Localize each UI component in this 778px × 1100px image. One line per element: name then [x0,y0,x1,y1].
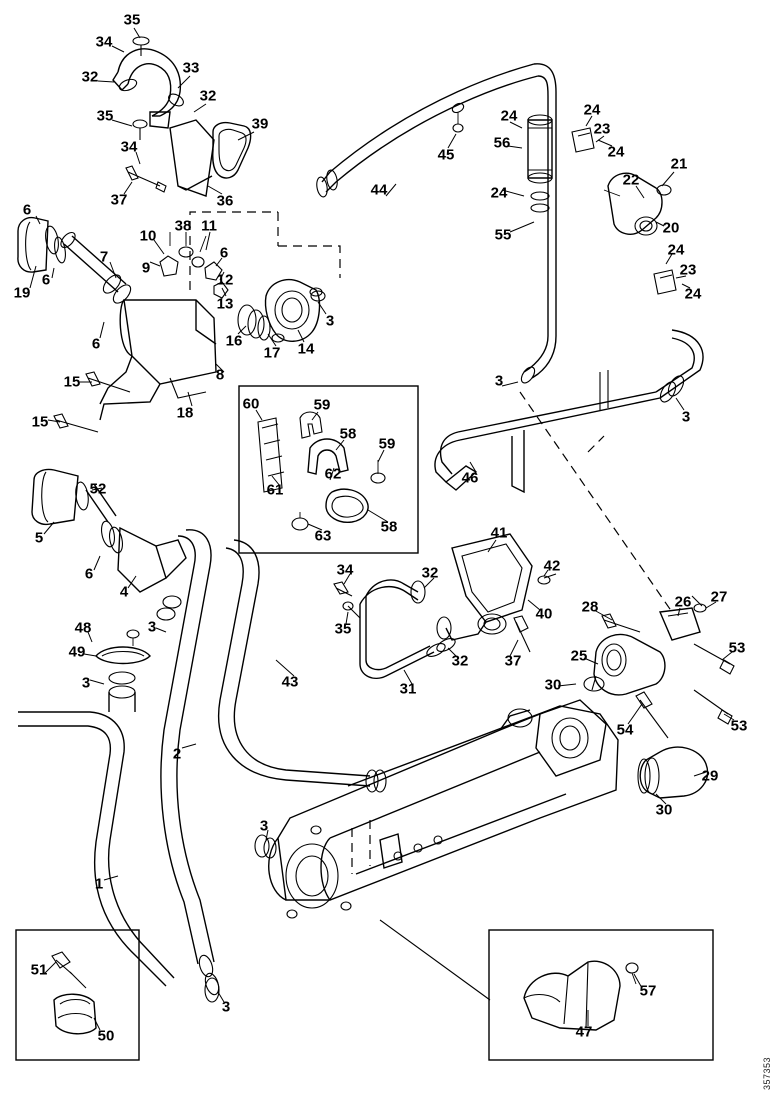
callout-22: 22 [622,171,640,189]
callout-34: 34 [95,33,113,51]
callout-31: 31 [399,680,417,698]
callout-16: 16 [225,332,243,350]
callout-19: 19 [13,284,31,302]
callout-23: 23 [679,261,697,279]
callout-32: 32 [199,87,217,105]
callout-1: 1 [94,875,104,893]
callout-54: 54 [616,721,634,739]
group-lower-left-hoses [18,465,386,1002]
callout-24: 24 [607,143,625,161]
callout-35: 35 [96,107,114,125]
callout-44: 44 [370,181,388,199]
callout-42: 42 [543,557,561,575]
callout-53: 53 [728,639,746,657]
callout-3: 3 [81,674,91,692]
callout-9: 9 [141,259,151,277]
callout-59: 59 [378,435,396,453]
callout-37: 37 [110,191,128,209]
callout-37: 37 [504,652,522,670]
inset-shield-lower-right [489,930,713,1060]
callout-7: 7 [99,248,109,266]
callout-3: 3 [147,618,157,636]
callout-24: 24 [684,285,702,303]
callout-59: 59 [313,396,331,414]
callout-51: 51 [30,961,48,979]
callout-24: 24 [583,101,601,119]
callout-32: 32 [421,564,439,582]
callout-41: 41 [490,524,508,542]
callout-21: 21 [670,155,688,173]
callout-34: 34 [120,138,138,156]
sheet-part-code: 357353 [762,1056,772,1090]
callout-39: 39 [251,115,269,133]
callout-30: 30 [655,801,673,819]
callout-4: 4 [119,583,129,601]
callout-63: 63 [314,527,332,545]
callout-32: 32 [451,652,469,670]
callout-58: 58 [339,425,357,443]
callout-26: 26 [674,593,692,611]
callout-3: 3 [494,372,504,390]
callout-6: 6 [91,335,101,353]
callout-6: 6 [84,565,94,583]
group-engine-block [269,700,618,1000]
group-thermostat-housing [334,534,556,678]
callout-20: 20 [662,219,680,237]
callout-3: 3 [221,998,231,1016]
callout-3: 3 [325,312,335,330]
callout-27: 27 [710,588,728,606]
callout-43: 43 [281,673,299,691]
callout-30: 30 [544,676,562,694]
callout-3: 3 [259,817,269,835]
callout-17: 17 [263,344,281,362]
callout-46: 46 [461,469,479,487]
callout-14: 14 [297,340,315,358]
callout-49: 49 [68,643,86,661]
callout-25: 25 [570,647,588,665]
callout-35: 35 [334,620,352,638]
callout-50: 50 [97,1027,115,1045]
callout-32: 32 [81,68,99,86]
callout-11: 11 [201,217,217,235]
callout-34: 34 [336,561,354,579]
callout-18: 18 [176,404,194,422]
callout-35: 35 [123,11,141,29]
callout-15: 15 [63,373,81,391]
callout-12: 12 [216,271,234,289]
callout-3: 3 [681,408,691,426]
callout-57: 57 [639,982,657,1000]
callout-61: 61 [266,481,284,499]
callout-10: 10 [139,227,157,245]
callout-62: 62 [324,465,342,483]
callout-47: 47 [575,1023,593,1041]
callout-6: 6 [219,244,229,262]
callout-24: 24 [667,241,685,259]
callout-38: 38 [174,217,192,235]
callout-2: 2 [172,745,182,763]
callout-56: 56 [493,134,511,152]
callout-5: 5 [34,529,44,547]
callout-29: 29 [701,767,719,785]
callout-52: 52 [89,480,107,498]
callout-6: 6 [22,201,32,219]
callout-6: 6 [41,271,51,289]
callout-33: 33 [182,59,200,77]
callout-28: 28 [581,598,599,616]
callout-53: 53 [730,717,748,735]
callout-60: 60 [242,395,260,413]
callout-48: 48 [74,619,92,637]
callout-45: 45 [437,146,455,164]
callout-40: 40 [535,605,553,623]
callout-8: 8 [215,366,225,384]
callout-55: 55 [494,226,512,244]
callout-23: 23 [593,120,611,138]
callout-15: 15 [31,413,49,431]
callout-58: 58 [380,518,398,536]
callout-13: 13 [216,295,234,313]
callout-24: 24 [500,107,518,125]
group-left-pipe-assembly [18,212,340,432]
callout-24: 24 [490,184,508,202]
inset-bracket-lower-left [16,930,139,1060]
callout-36: 36 [216,192,234,210]
